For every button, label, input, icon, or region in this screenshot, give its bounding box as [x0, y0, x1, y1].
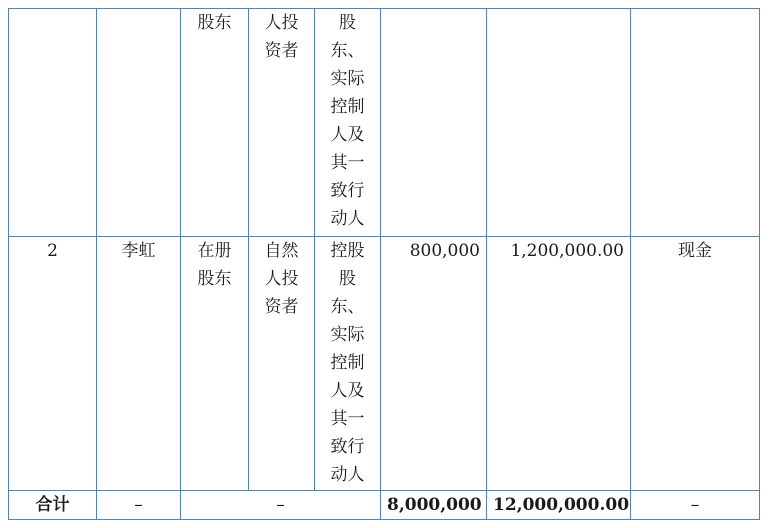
total-label: 合计 — [9, 491, 97, 520]
cell-line: 致行 — [330, 181, 365, 201]
total-dash: – — [181, 491, 381, 520]
subscriber-name: 李虹 — [97, 237, 181, 491]
total-dash: – — [631, 491, 760, 520]
row-number: 2 — [9, 237, 97, 491]
cell-line: 股 — [339, 269, 356, 289]
cell-line: 自然 — [264, 241, 299, 261]
investor-type — [249, 9, 315, 237]
payment-method — [631, 9, 760, 237]
cell-line: 动人 — [330, 209, 365, 229]
cell-line: 其一 — [330, 409, 365, 429]
cell-line: 动人 — [330, 465, 365, 485]
cell-line: 资者 — [264, 41, 299, 61]
subscriber-name — [97, 9, 181, 237]
cell-line: 在册 — [197, 241, 232, 261]
shareholder-type — [181, 237, 249, 491]
cell-line: 人投 — [264, 269, 299, 289]
subscribed-shares: 800,000 — [381, 237, 487, 491]
cell-line: 实际 — [330, 69, 365, 89]
subscription-amount: 1,200,000.00 — [487, 237, 631, 491]
shareholder-type — [181, 9, 249, 237]
cell-line: 控股 — [330, 241, 365, 261]
cell-line: 东、 — [330, 41, 365, 61]
row-number — [9, 9, 97, 237]
cell-line: 实际 — [330, 325, 365, 345]
table-row — [9, 9, 760, 237]
cell-line: 股东 — [197, 13, 232, 33]
subscribed-shares — [381, 9, 487, 237]
subscription-table — [8, 8, 760, 520]
cell-line: 东、 — [330, 297, 365, 317]
relation — [315, 9, 381, 237]
cell-line: 人及 — [330, 381, 365, 401]
cell-line: 人投 — [264, 13, 299, 33]
cell-line: 股 — [339, 13, 356, 33]
cell-line: 人及 — [330, 125, 365, 145]
cell-line: 股东 — [197, 269, 232, 289]
cell-line: 控制 — [330, 353, 365, 373]
investor-type — [249, 237, 315, 491]
cell-line: 致行 — [330, 437, 365, 457]
relation — [315, 237, 381, 491]
cell-line: 其一 — [330, 153, 365, 173]
subscription-amount — [487, 9, 631, 237]
table-row — [9, 237, 760, 491]
cell-line: 资者 — [264, 297, 299, 317]
total-row — [9, 491, 760, 520]
total-dash: – — [97, 491, 181, 520]
total-shares: 8,000,000 — [381, 491, 487, 520]
cell-line: 控制 — [330, 97, 365, 117]
total-amount: 12,000,000.00 — [487, 491, 631, 520]
payment-method: 现金 — [631, 237, 760, 491]
